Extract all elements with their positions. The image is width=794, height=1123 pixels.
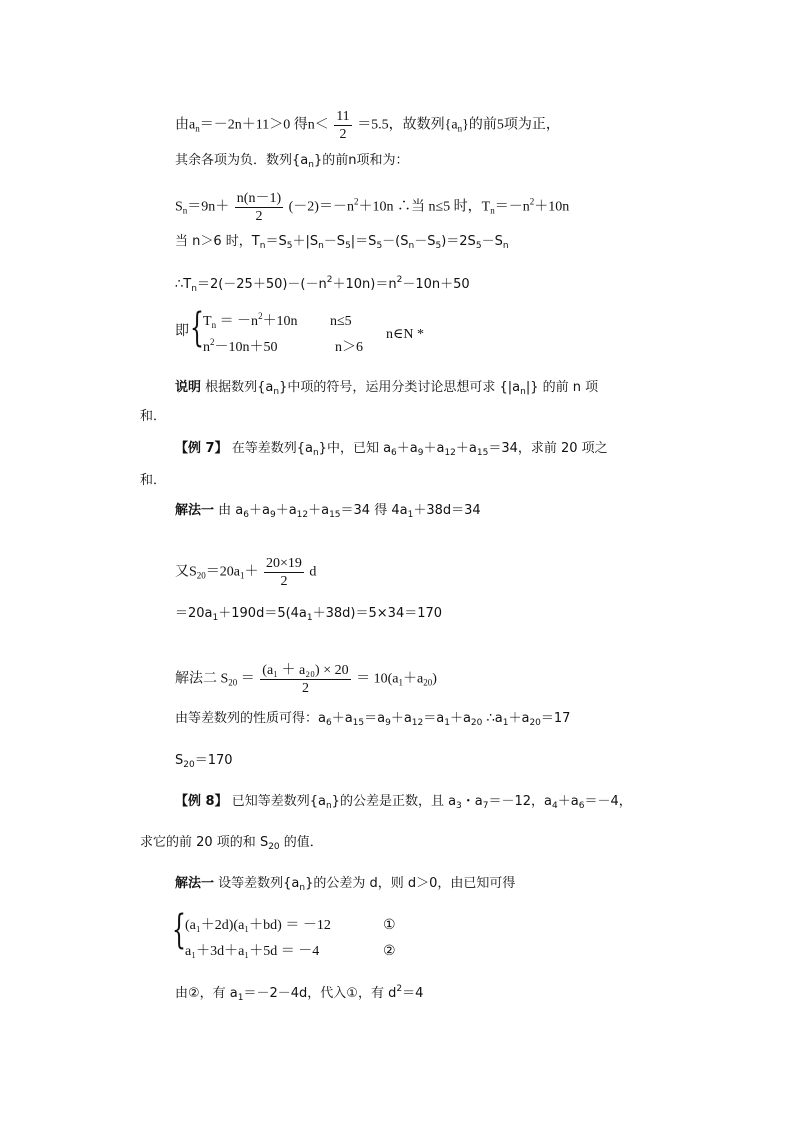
fraction-20x19-over-2: $\frac{20\times 19}{2}$ [266, 556, 302, 589]
equation-2-marker: ② [383, 944, 396, 959]
tn-computation-line: $\therefore T_n=2(-25+50)-(-n^2+10n)=n^2-10n+50$ [175, 275, 470, 294]
example-7-problem-end: 和． [140, 473, 167, 488]
natural-number-condition: n∈N * [386, 327, 424, 342]
tn-case-n-gt-6-line: 当 n＞6 时，$T_n=S_5+|S_n-S_5|=S_5-(S_n-S_5)=2S_5-S_n$ [175, 234, 509, 251]
s20-result-line: $=20a_1+190d=5(4a_1+38d)=5\times 34=170$ [175, 606, 443, 623]
example-8-problem: 【例 8】 已知等差数列$\{a_n\}$的公差是正数，且 $a_3$・$a_7=-12$，$a_4+a_6=-4$， [175, 794, 632, 811]
sn-formula-line: $S_n=9n+$ $\frac{n(n-1)}{2}$ $(-2)=-n^2+10n$ ∴当 n≤5 时，$T_n=-n^2+10n$ [175, 191, 570, 224]
example-7-method-1: 解法一 由 $a_6+a_9+a_{12}+a_{15}=34$ 得 $4a_1+38d=34$ [175, 503, 481, 520]
piecewise-row-2: $n^2-10n+50$ [203, 337, 278, 355]
s20-answer: $S_{20}=170$ [175, 753, 233, 770]
piecewise-row-1: $T_n = -n^2+10n$ [203, 311, 298, 330]
example-8-method-1: 解法一 设等差数列$\{a_n\}$的公差为 d，则 d＞0，由已知可得 [175, 876, 516, 893]
left-brace-icon: { [190, 305, 204, 351]
solution-line-an-positive: 由$a_n=-2n+11>0$ 得n＜ $\frac{11}{2}$ ＝5.5，故数列$\{a_n\}$的前5项为正， [175, 109, 560, 142]
property-line: 由等差数列的性质可得：$a_6+a_{15}=a_9+a_{12}=a_1+a_{20}$ $\therefore a_1+a_{20}=17$ [175, 711, 571, 728]
example-7-problem: 【例 7】 在等差数列$\{a_n\}$中，已知 $a_6+a_9+a_{12}+a_{15}=34$，求前 20 项之 [175, 441, 608, 458]
system-equation-1: (a₁＋2d)(a₁＋bd) ＝ －12 [185, 918, 331, 933]
piecewise-row-2-condition: n＞6 [335, 340, 363, 355]
example-8-problem-end: 求它的前 20 项的和 $S_{20}$ 的值． [140, 835, 323, 852]
example-7-method-2: 解法二 $S_{20}$ ＝ $\frac{\text{(a₁ ＋ a₂₀) × 20}}{2}$ ＝ $10(a_1+a_{20})$ [175, 663, 437, 696]
equation-1-marker: ① [383, 918, 396, 933]
explanation-line-end: 和． [140, 409, 167, 424]
fraction-11-over-2: $\frac{11}{2}$ [336, 109, 350, 142]
remaining-terms-line: 其余各项为负．数列$\{a_n\}$的前n项和为： [175, 153, 409, 170]
system-equation-2: a₁＋3d＋a₁＋5d ＝ －4 [185, 944, 320, 959]
s20-expression: 又$S_{20}=20a_1+$ $\frac{20\times 19}{2}$ d [175, 556, 317, 589]
fraction-n-n-minus-1-over-2: $\frac{n(n-1)}{2}$ [236, 191, 282, 224]
piecewise-row-1-condition: n≤5 [330, 314, 352, 329]
system-brace-icon: { [172, 907, 186, 953]
piecewise-label: 即 [175, 324, 189, 339]
explanation-line: 说明 根据数列$\{a_n\}$中项的符号，运用分类讨论思想可求 $\{|a_n|\}$ 的前 n 项 [175, 380, 599, 397]
fraction-a1-plus-a20-times-20-over-2: $\frac{\text{(a₁ ＋ a₂₀) × 20}}{2}$ [262, 663, 349, 696]
substitution-line: 由②，有 $a_1=-2-4d$，代入①，有 $d^2=4$ [175, 984, 424, 1003]
